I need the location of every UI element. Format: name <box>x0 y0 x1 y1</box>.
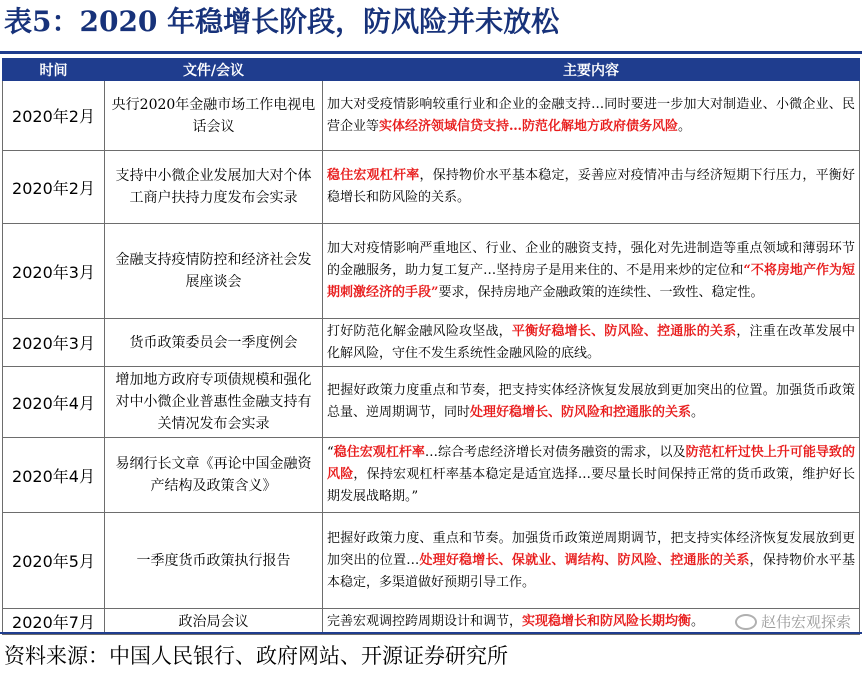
row-document: 政治局会议 <box>105 609 323 635</box>
row-content <box>323 81 860 151</box>
row-document: 增加地方政府专项债规模和强化对中小微企业普惠性金融支持有关情况发布会实录 <box>105 367 323 438</box>
content-text: “ <box>327 445 334 460</box>
table-row <box>3 319 860 367</box>
highlighted-text: 稳住宏观杠杆率 <box>333 445 425 460</box>
source-note: 资料来源：中国人民银行、政府网站、开源证券研究所 <box>4 644 508 668</box>
content-text: …综合考虑经济增长对债务融资的需求，以及 <box>424 445 686 460</box>
row-document: 央行2020年金融市场工作电视电话会议 <box>105 81 323 151</box>
header-time: 时间 <box>3 59 105 81</box>
row-content <box>323 319 860 367</box>
wechat-icon <box>735 614 757 630</box>
row-date: 2020年3月 <box>3 319 105 367</box>
content-text: 把握好政策力度重点和节奏，把支持实体经济恢复发展放到更加突出的位置。加强货币政策总量、逆周期调节，同时 <box>327 383 855 420</box>
row-document: 支持中小微企业发展加大对个体工商户扶持力度发布会实录 <box>105 151 323 224</box>
watermark-text: 赵伟宏观探索 <box>760 613 851 631</box>
content-text: ，保持宏观杠杆率基本稳定是适宜选择…要尽量长时间保持正常的货币政策，维护好长期发展战略期。” <box>327 467 855 504</box>
highlighted-text: 实现稳增长和防风险长期均衡 <box>522 613 692 629</box>
highlighted-text: 处理好稳增长、保就业、调结构、防风险、控通胀的关系 <box>419 552 750 568</box>
row-date: 2020年3月 <box>3 224 105 319</box>
row-content <box>323 367 860 438</box>
content-text: 完善宏观调控跨周期设计和调节， <box>327 613 523 629</box>
content-text: 把握好政策力度、重点和节奏。加强货币政策逆周期调节，把支持实体经济恢复发展放到更加突出的位置… <box>327 530 855 568</box>
row-date: 2020年7月 <box>3 609 105 635</box>
highlighted-text: 防范杠杆过快上升可能导致的风险 <box>327 445 855 482</box>
content-text: 。 <box>678 118 692 134</box>
row-document: 易纲行长文章《再论中国金融资产结构及政策含义》 <box>105 438 323 513</box>
row-date: 2020年4月 <box>3 438 105 513</box>
row-document: 货币政策委员会一季度例会 <box>105 319 323 367</box>
content-text: 。 <box>691 405 705 420</box>
table-row <box>3 367 860 438</box>
top-rule <box>0 51 862 54</box>
table-title: 表5：2020 年稳增长阶段，防风险并未放松 <box>4 5 560 38</box>
table-row <box>3 224 860 319</box>
highlighted-text: 实体经济领域信贷支持…防范化解地方政府债务风险 <box>379 118 679 134</box>
content-text: ，保持物价水平基本稳定，多渠道做好预期引导工作。 <box>327 552 855 590</box>
bottom-rule <box>0 632 862 634</box>
row-content <box>323 224 860 319</box>
content-text: 要求，保持房地产金融政策的连续性、一致性、稳定性。 <box>438 285 764 300</box>
row-content <box>323 151 860 224</box>
content-text: 加大对疫情影响严重地区、行业、企业的融资支持，强化对先进制造等重点领域和薄弱环节的金融服务，助力复工复产…坚持房子是用来住的、不是用来炒的定位和 <box>327 241 855 278</box>
highlighted-text: 稳住宏观杠杆率 <box>327 168 420 183</box>
content-text: 。 <box>691 613 705 629</box>
row-content <box>323 513 860 609</box>
table-row <box>3 609 860 635</box>
row-date: 2020年2月 <box>3 151 105 224</box>
header-content: 主要内容 <box>323 59 860 81</box>
header-document: 文件/会议 <box>105 59 323 81</box>
table-row <box>3 81 860 151</box>
content-text: ，保持物价水平基本稳定，妥善应对疫情冲击与经济短期下行压力，平衡好稳增长和防风险的关系。 <box>327 168 855 205</box>
row-document: 一季度货币政策执行报告 <box>105 513 323 609</box>
highlighted-text: “不将房地产作为短期刺激经济的手段” <box>327 263 855 300</box>
table-header-row <box>3 59 860 81</box>
table-row <box>3 151 860 224</box>
table-row <box>3 513 860 609</box>
content-text: 打好防范化解金融风险攻坚战， <box>327 323 512 339</box>
row-document: 金融支持疫情防控和经济社会发展座谈会 <box>105 224 323 319</box>
content-text: 加大对受疫情影响较重行业和企业的金融支持…同时要进一步加大对制造业、小微企业、民营企业等 <box>327 96 855 134</box>
row-date: 2020年5月 <box>3 513 105 609</box>
watermark <box>735 611 851 632</box>
row-date: 2020年2月 <box>3 81 105 151</box>
row-content <box>323 438 860 513</box>
table-row <box>3 438 860 513</box>
row-date: 2020年4月 <box>3 367 105 438</box>
highlighted-text: 平衡好稳增长、防风险、控通胀的关系 <box>511 323 737 339</box>
highlighted-text: 处理好稳增长、防风险和控通胀的关系 <box>470 405 692 420</box>
content-text: ，注重在改革发展中化解风险，守住不发生系统性金融风险的底线。 <box>327 323 855 361</box>
policy-table <box>2 58 860 635</box>
